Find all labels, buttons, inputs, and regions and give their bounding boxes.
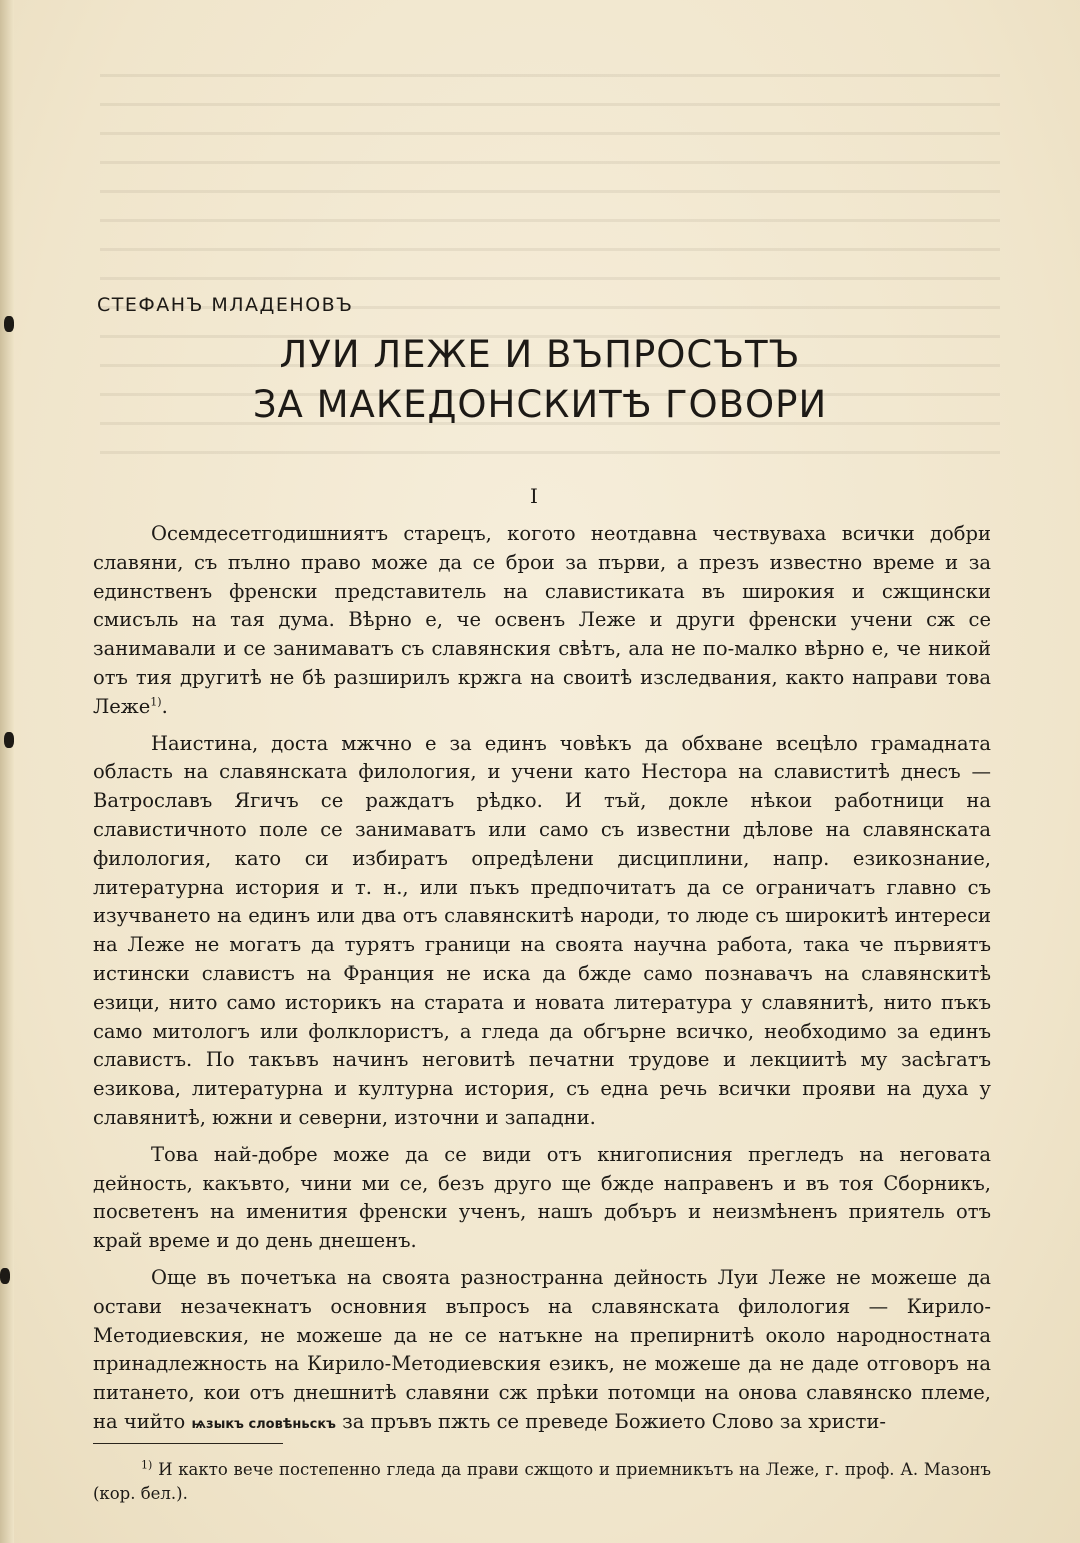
article-title xyxy=(0,330,1080,430)
footnote-marker: 1) xyxy=(141,1458,153,1472)
footnote xyxy=(93,1458,991,1506)
page-binding-edge xyxy=(0,0,14,1543)
old-slavonic-phrase: ѩзыкъ словѣньскъ xyxy=(191,1416,336,1432)
paragraph-1: Осемдесетгодишниятъ старецъ, когото неотдавна чествуваха всички добри славяни, съ пълно право може да се брои за първи, а презъ известно време и за единственъ френски представитель на славистиката въ широкия и сжщински смисъль на тая дума. Вѣрно е, че освенъ Леже и други френски учени сж се занимавали и се занимаватъ съ славянския свѣтъ, ала не по-малко вѣрно е, че никой отъ тия другитѣ не бѣ разширилъ кржга на своитѣ изследвания, както направи това Леже$^{1)}$. xyxy=(93,522,991,718)
paragraph-3: Това най-добре може да се види отъ книгописния прегледъ на неговата дейность, какъвто, чини ми се, безъ друго ще бжде направенъ и въ тоя Сборникъ, посветенъ на именития френски ученъ, нашъ добъръ и неизмѣненъ приятель отъ край време и до день днешенъ. xyxy=(93,1142,991,1253)
footnote-divider xyxy=(93,1443,283,1444)
section-number: I xyxy=(530,484,538,508)
paragraph-4: Още въ почетъка на своята разностранна дейность Луи Леже не можеше да остави незачекнатъ основния въпросъ на славянската филология — Кирило-Методиевския, не можеше да не се натъкне на препирнитѣ около народностната принадлежность на Кирило-Методиевския езикъ, не можеше да не даде отговоръ на питането, кои отъ днешнитѣ славяни сж прѣки потомци на онова славянско племе, на чийто ѩзыкъ словѣньскъ за пръвъ пжть се преведе Божието Слово за христи- xyxy=(93,1265,991,1433)
article-body xyxy=(93,520,991,1448)
footnote-reference: 1) xyxy=(150,695,162,709)
title-line-1: ЛУИ ЛЕЖЕ И ВЪПРОСЪТЪ xyxy=(279,333,801,376)
author-name: СТЕФАНЪ МЛАДЕНОВЪ xyxy=(97,294,354,316)
paragraph-2: Наистина, доста мжчно е за единъ човѣкъ да обхване всецѣло грамадната область на славянската филология, и учени като Нестора на славиститѣ днесъ — Ватрославъ Ягичъ се раждатъ рѣдко. И тъй, докле нѣкои работници на славистичното поле се занимаватъ или само съ известни дѣлове на славянската филология, като си избиратъ опредѣлени дисциплини, напр. езикознание, литературна история и т. н., или пъкъ предпочитатъ да се ограничатъ главно съ изучването на единъ или два отъ славянскитѣ народи, то люде съ широкитѣ интереси на Леже не могатъ да турятъ граници на своята научна работа, така че първиятъ истински славистъ на Франция не иска да бжде само познавачъ на славянскитѣ езици, нито само историкъ на старата и новата литература у славянитѣ, нито пъкъ само митологъ или фолклористъ, а гледа да обгърне всичко, необходимо за единъ славистъ. По такъвъ начинъ неговитѣ печатни трудове и лекциитѣ му засѣгатъ езикова, литературна и културна история, съ една речь всички прояви на духа у славянитѣ, южни и северни, източни и западни. xyxy=(93,731,991,1129)
punch-hole-mark xyxy=(4,732,14,748)
footnote-text: И както вече постепенно гледа да прави сжщото и приемникътъ на Леже, г. проф. А. Мазонъ (кор. бел.). xyxy=(93,1460,991,1503)
punch-hole-mark xyxy=(0,1268,10,1284)
title-line-2: ЗА МАКЕДОНСКИТѢ ГОВОРИ xyxy=(252,383,828,426)
